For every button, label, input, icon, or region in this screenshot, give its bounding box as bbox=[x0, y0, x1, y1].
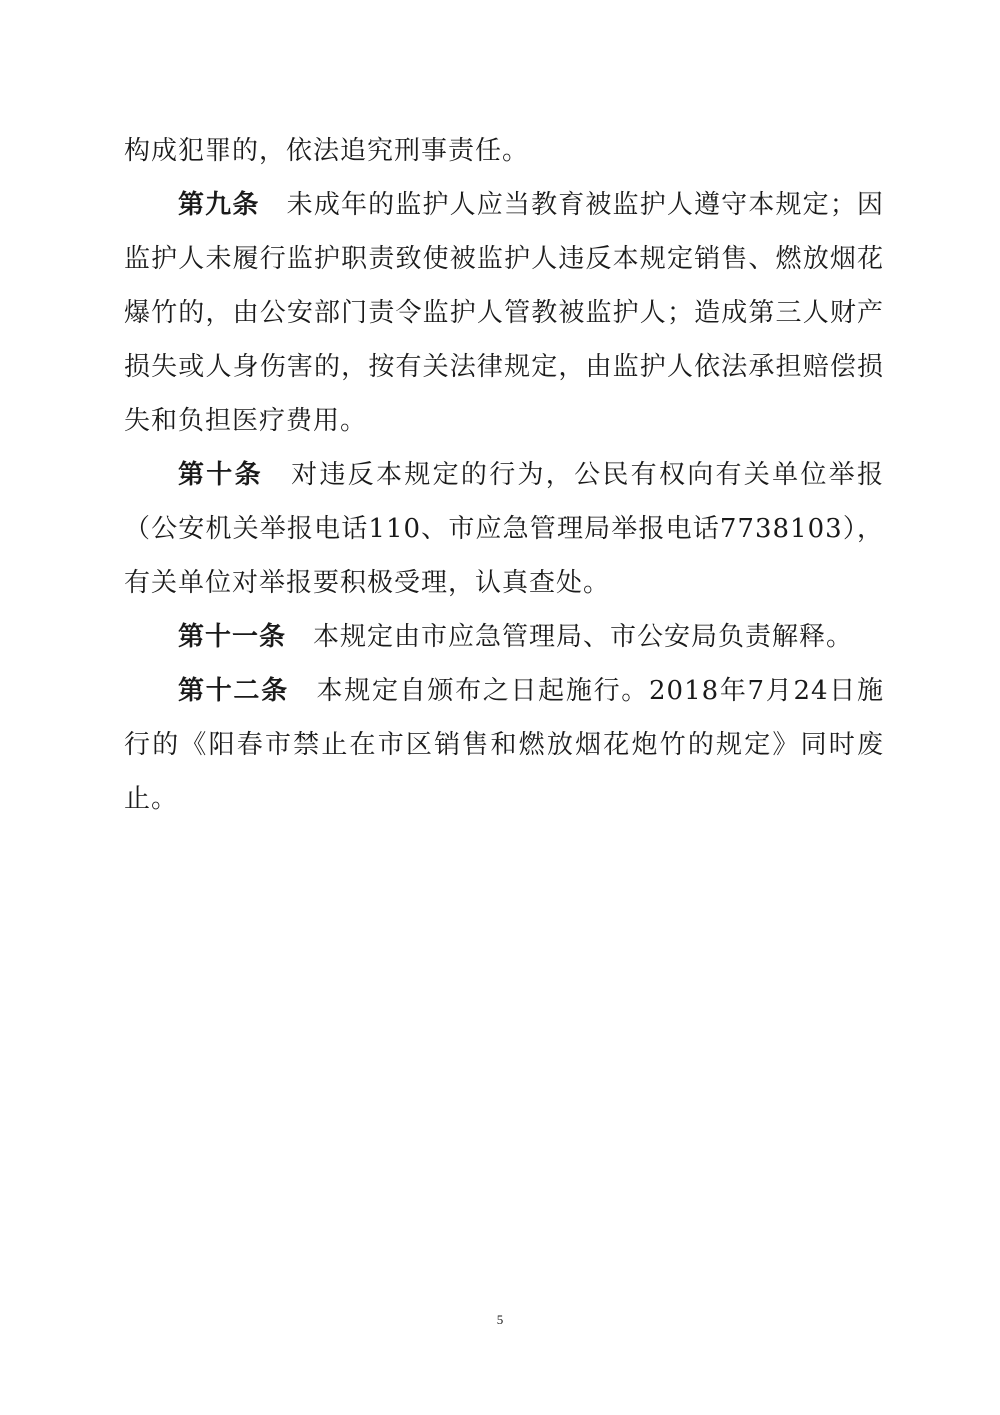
article-text: 对违反本规定的行为，公民有权向有关单位举报（公安机关举报电话110、市应急管理局举报电话7738103），有关单位对举报要积极受理，认真查处。 bbox=[124, 460, 884, 598]
article-text: 本规定自颁布之日起施行。2018年7月24日施行的《阳春市禁止在市区销售和燃放烟花炮竹的规定》同时废止。 bbox=[124, 676, 884, 814]
page-number: 5 bbox=[496, 1312, 504, 1327]
document-body bbox=[124, 124, 884, 826]
article-number: 第十条 bbox=[178, 460, 263, 490]
article-9 bbox=[124, 178, 884, 448]
article-number: 第十二条 bbox=[178, 676, 289, 706]
paragraph-continuation bbox=[124, 124, 884, 178]
article-text: 本规定由市应急管理局、市公安局负责解释。 bbox=[313, 622, 854, 652]
article-text: 未成年的监护人应当教育被监护人遵守本规定；因监护人未履行监护职责致使被监护人违反本规定销售、燃放烟花爆竹的，由公安部门责令监护人管教被监护人；造成第三人财产损失或人身伤害的，按有关法律规定，由监护人依法承担赔偿损失和负担医疗费用。 bbox=[124, 190, 884, 436]
article-12 bbox=[124, 664, 884, 826]
article-10 bbox=[124, 448, 884, 610]
paragraph-text: 构成犯罪的，依法追究刑事责任。 bbox=[124, 136, 530, 166]
article-11 bbox=[124, 610, 884, 664]
article-number: 第九条 bbox=[178, 190, 260, 220]
article-number: 第十一条 bbox=[178, 622, 287, 652]
